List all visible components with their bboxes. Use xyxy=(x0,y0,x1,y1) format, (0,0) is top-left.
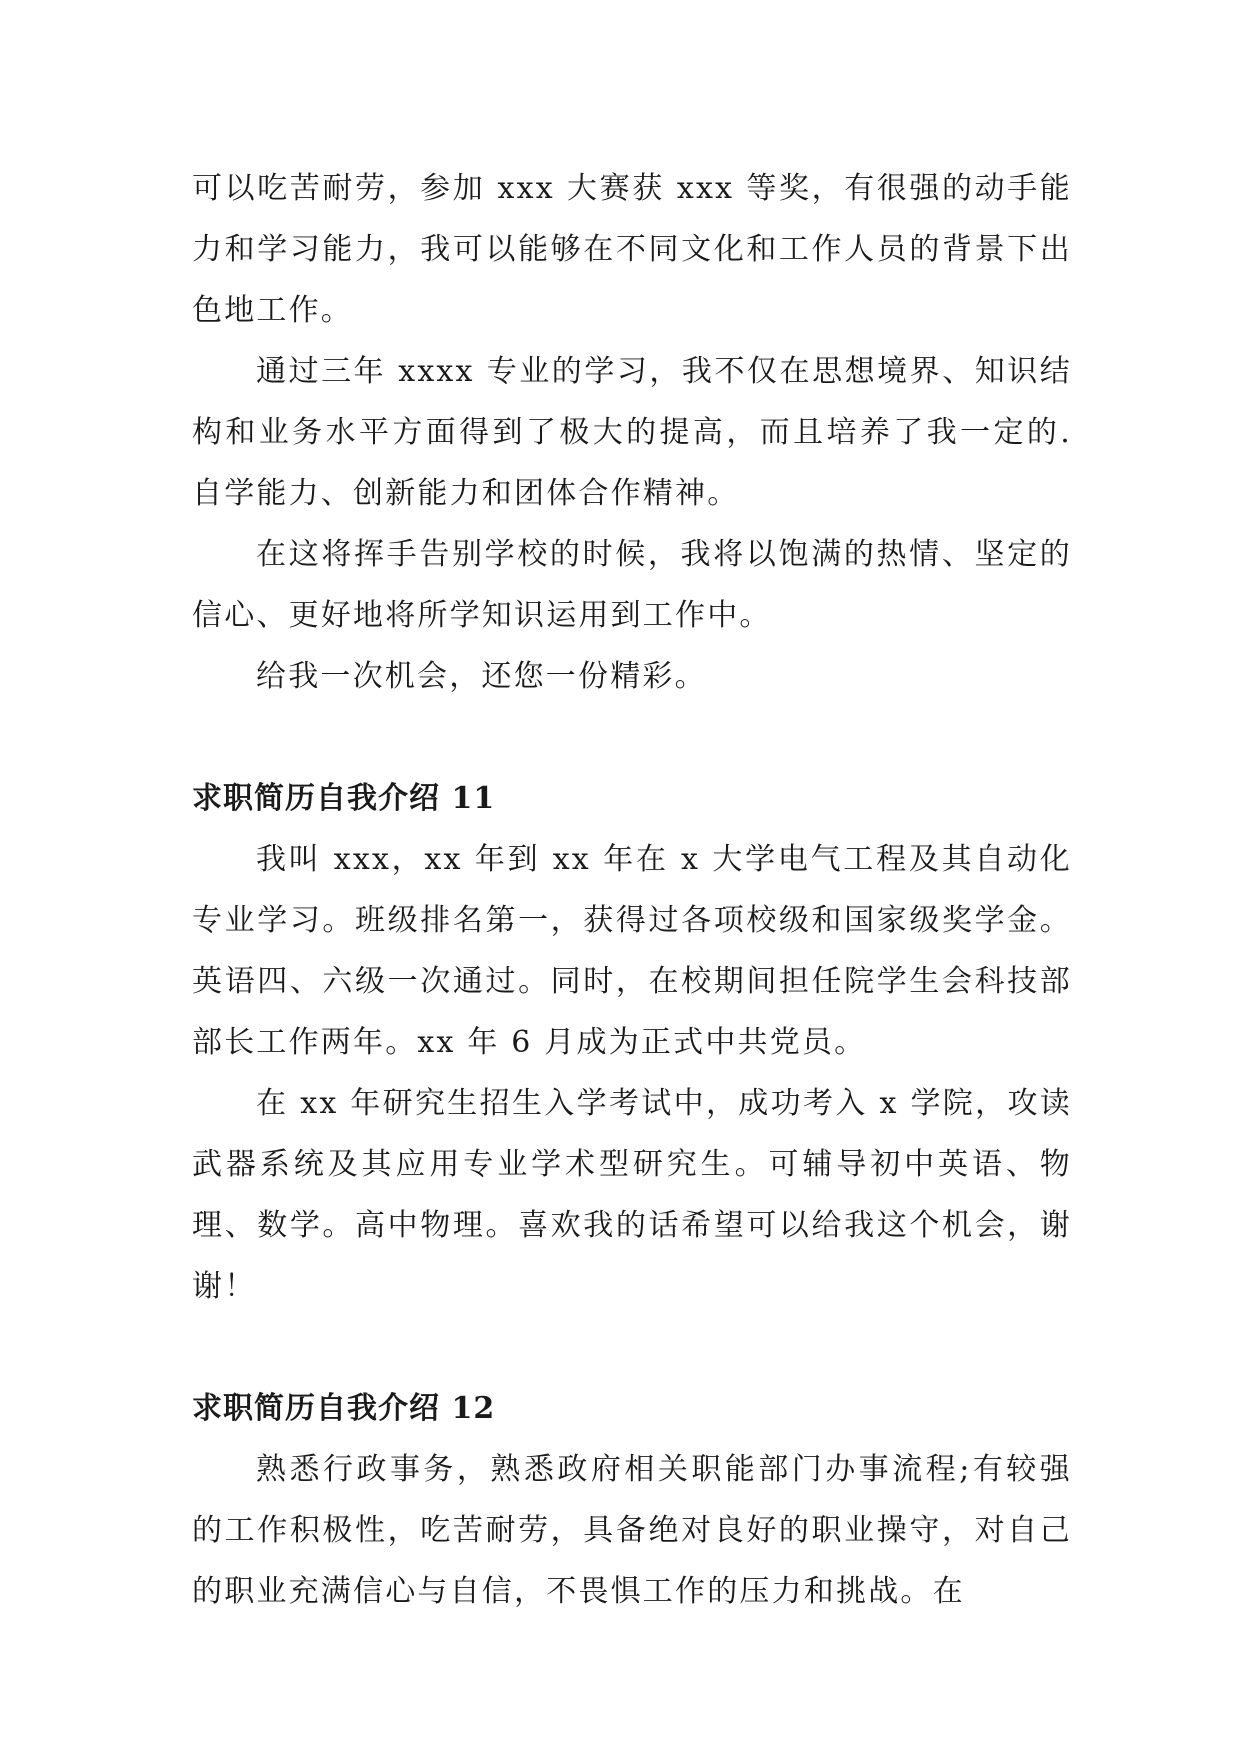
paragraph-study: 通过三年 xxxx 专业的学习，我不仅在思想境界、知识结构和业务水平方面得到了极大的提高，而且培养了我一定的. 自学能力、创新能力和团体合作精神。 xyxy=(192,354,1072,511)
paragraph-intro-11: 我叫 xxx，xx 年到 xx 年在 x 大学电气工程及其自动化专业学习。班级排名第一，获得过各项校级和国家级奖学金。英语四、六级一次通过。同时，在校期间担任院学生会科技部部长工作两年。xx 年 6 月成为正式中共党员。 xyxy=(192,842,1072,1060)
section-spacer xyxy=(192,1317,1072,1378)
paragraph-graduate-11: 在 xx 年研究生招生入学考试中，成功考入 x 学院，攻读武器系统及其应用专业学术型研究生。可辅导初中英语、物理、数学。高中物理。喜欢我的话希望可以给我这个机会，谢谢！ xyxy=(192,1086,1072,1304)
section-heading-11: 求职简历自我介绍 11 xyxy=(192,781,496,816)
paragraph-continuation: 可以吃苦耐劳，参加 xxx 大赛获 xxx 等奖，有很强的动手能力和学习能力，我可以能够在不同文化和工作人员的背景下出色地工作。 xyxy=(192,171,1072,328)
section-spacer xyxy=(192,707,1072,768)
paragraph-opportunity: 给我一次机会，还您一份精彩。 xyxy=(256,659,707,694)
section-heading-12: 求职简历自我介绍 12 xyxy=(192,1391,496,1426)
paragraph-intro-12: 熟悉行政事务，熟悉政府相关职能部门办事流程;有较强的工作积极性，吃苦耐劳，具备绝对良好的职业操守，对自己的职业充满信心与自信，不畏惧工作的压力和挑战。在 xyxy=(192,1452,1072,1609)
document-page xyxy=(192,158,1072,1622)
paragraph-farewell: 在这将挥手告别学校的时候，我将以饱满的热情、坚定的信心、更好地将所学知识运用到工作中。 xyxy=(192,537,1072,633)
